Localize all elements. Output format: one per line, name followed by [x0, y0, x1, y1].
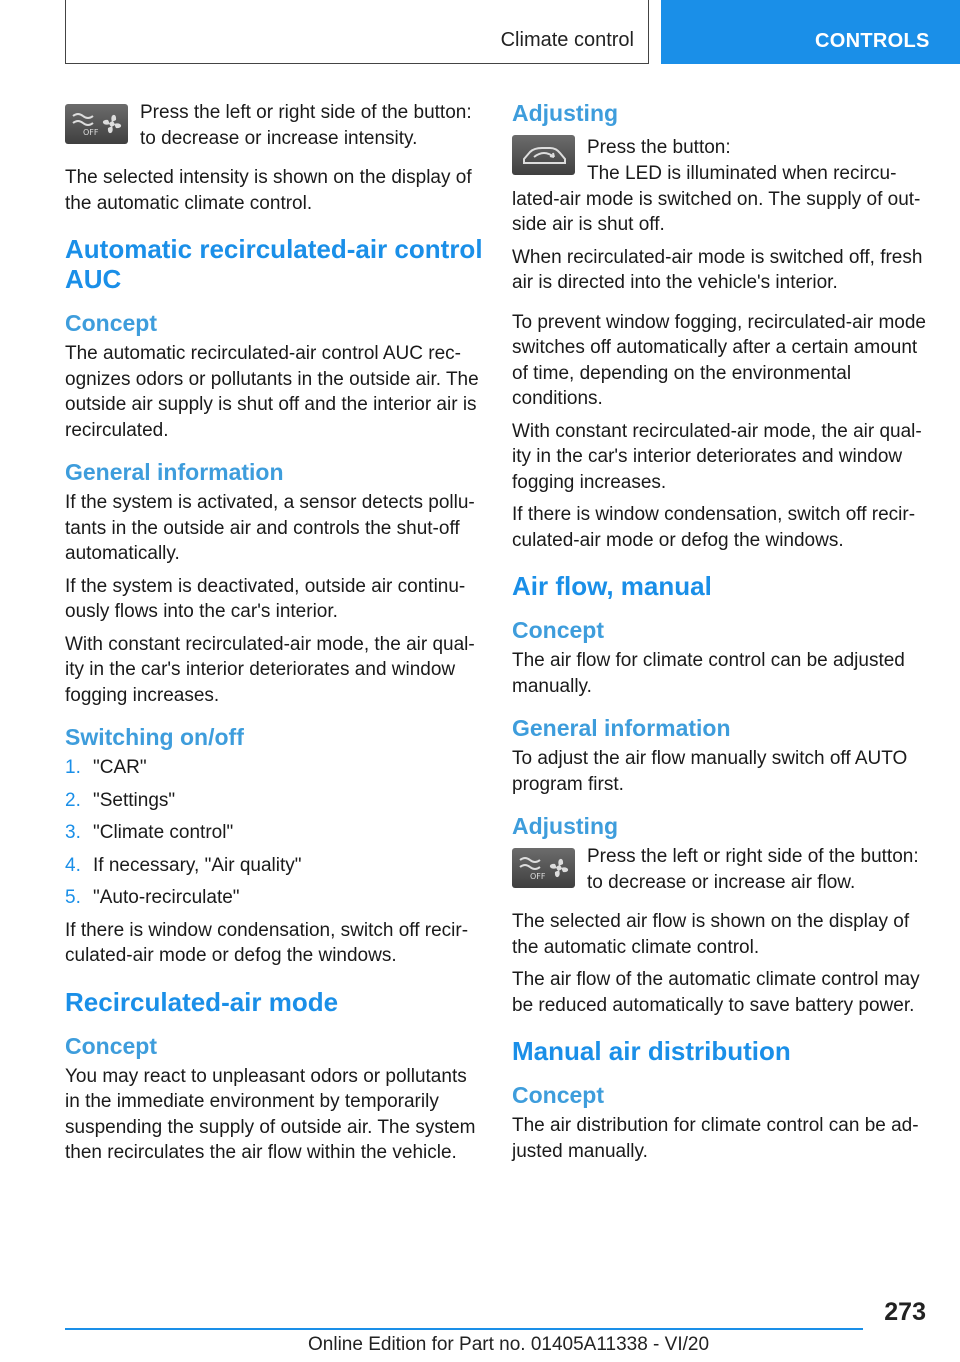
airflow-heading: Air flow, manual	[512, 571, 712, 601]
chapter-title: CONTROLS	[815, 30, 930, 52]
auc-heading: Automatic recirculated-air control AUC	[65, 234, 483, 294]
airflow-adjusting-heading: Adjusting	[512, 813, 619, 839]
distribution-concept-heading: Concept	[512, 1082, 604, 1108]
chapter-tab	[661, 0, 960, 64]
right-column	[512, 100, 930, 1171]
auc-general-heading: General information	[65, 459, 284, 485]
intensity-text: Press the left or right side of the button: to decrease or increase intensity.	[140, 102, 472, 149]
airflow-general-text: To adjust the air flow manually switch off AUTO program first.	[512, 748, 908, 795]
list-item: 3. "Climate control"	[65, 822, 234, 843]
footer-divider	[65, 1328, 863, 1330]
airflow-press-text: Press the left or right side of the button: to decrease or increase air flow.	[587, 846, 919, 893]
switching-steps	[65, 755, 483, 911]
distribution-heading: Manual air distribution	[512, 1036, 791, 1066]
fog-p3: If there is window condensation, switch off recir-culated-air mode or defog the windows.	[512, 504, 916, 551]
recirc-button-row	[512, 131, 930, 181]
airflow-concept-text: The air flow for climate control can be adjusted manually.	[512, 650, 905, 697]
airflow-concept-heading: Concept	[512, 617, 604, 643]
list-item: 5. "Auto-recirculate"	[65, 887, 240, 908]
airflow-battery-text: The air flow of the automatic climate control may be reduced automatically to save battery power.	[512, 969, 920, 1016]
recirc-concept-heading: Concept	[65, 1032, 157, 1059]
auc-concept-heading: Concept	[65, 310, 157, 336]
auc-concept-text: The automatic recirculated-air control AUC rec-ognizes odors or pollutants in the outside air. The outside air supply is shut off and the interior air is recirculated.	[65, 343, 479, 441]
adjusting-heading: Adjusting	[512, 100, 619, 126]
list-item: 4. If necessary, "Air quality"	[65, 854, 302, 876]
intensity-button-row	[65, 100, 483, 151]
fog-p1: To prevent window fogging, recirculated-air mode switches off automatically after a certain amount of time, depending on the environmental conditions.	[512, 311, 926, 409]
page-number: 273	[884, 1298, 926, 1326]
intensity-display-text: The selected intensity is shown on the display of the automatic climate control.	[65, 167, 472, 214]
switching-heading: Switching on/off	[65, 724, 244, 750]
recirc-off-text: When recirculated-air mode is switched off, fresh air is directed into the vehicle's interior.	[512, 246, 923, 293]
page-header	[0, 0, 960, 66]
airflow-display-text: The selected air flow is shown on the display of the automatic climate control.	[512, 911, 910, 958]
auc-general-p2: If the system is deactivated, outside air continu-ously flows into the car's interior.	[65, 575, 466, 622]
recirc-concept-text: You may react to unpleasant odors or pollutants in the immediate environment by temporarily suspending the supply of outside air. The system then recirculates the air flow within the vehicle.	[65, 1065, 476, 1163]
recirculated-air-button-icon	[512, 135, 575, 175]
auc-general-p1: If the system is activated, a sensor detects pollu-tants in the outside air and controls the shut-off automatically.	[65, 492, 475, 564]
svg-text:OFF: OFF	[530, 872, 546, 881]
section-title: Climate control	[500, 29, 634, 51]
svg-text:OFF: OFF	[83, 128, 99, 137]
header-section-box	[65, 0, 649, 64]
press-button-text: Press the button:	[587, 137, 731, 158]
fan-button-icon	[512, 848, 575, 888]
list-item: 2. "Settings"	[65, 789, 176, 811]
switching-note: If there is window condensation, switch off recir-culated-air mode or defog the windows.	[65, 919, 469, 966]
footer-edition: Online Edition for Part no. 01405A11338 - VI/20	[308, 1334, 710, 1355]
distribution-concept-text: The air distribution for climate control can be ad-justed manually.	[512, 1115, 919, 1162]
fog-p2: With constant recirculated-air mode, the air qual-ity in the car's interior deteriorates and window fogging increases.	[512, 420, 922, 493]
airflow-general-heading: General information	[512, 715, 731, 741]
fan-icon	[550, 859, 568, 877]
left-column	[65, 100, 483, 1173]
fan-button-icon	[65, 104, 128, 144]
fan-icon	[103, 115, 121, 133]
led-text: The LED is illuminated when recircu-lated-air mode is switched on. The supply of out-side air is shut off.	[512, 163, 921, 235]
airflow-button-row	[512, 844, 930, 895]
list-item: 1. "CAR"	[65, 757, 147, 778]
recirc-heading: Recirculated-air mode	[65, 986, 339, 1017]
auc-general-p3: With constant recirculated-air mode, the air qual-ity in the car's interior deteriorates and window fogging increases.	[65, 633, 475, 706]
